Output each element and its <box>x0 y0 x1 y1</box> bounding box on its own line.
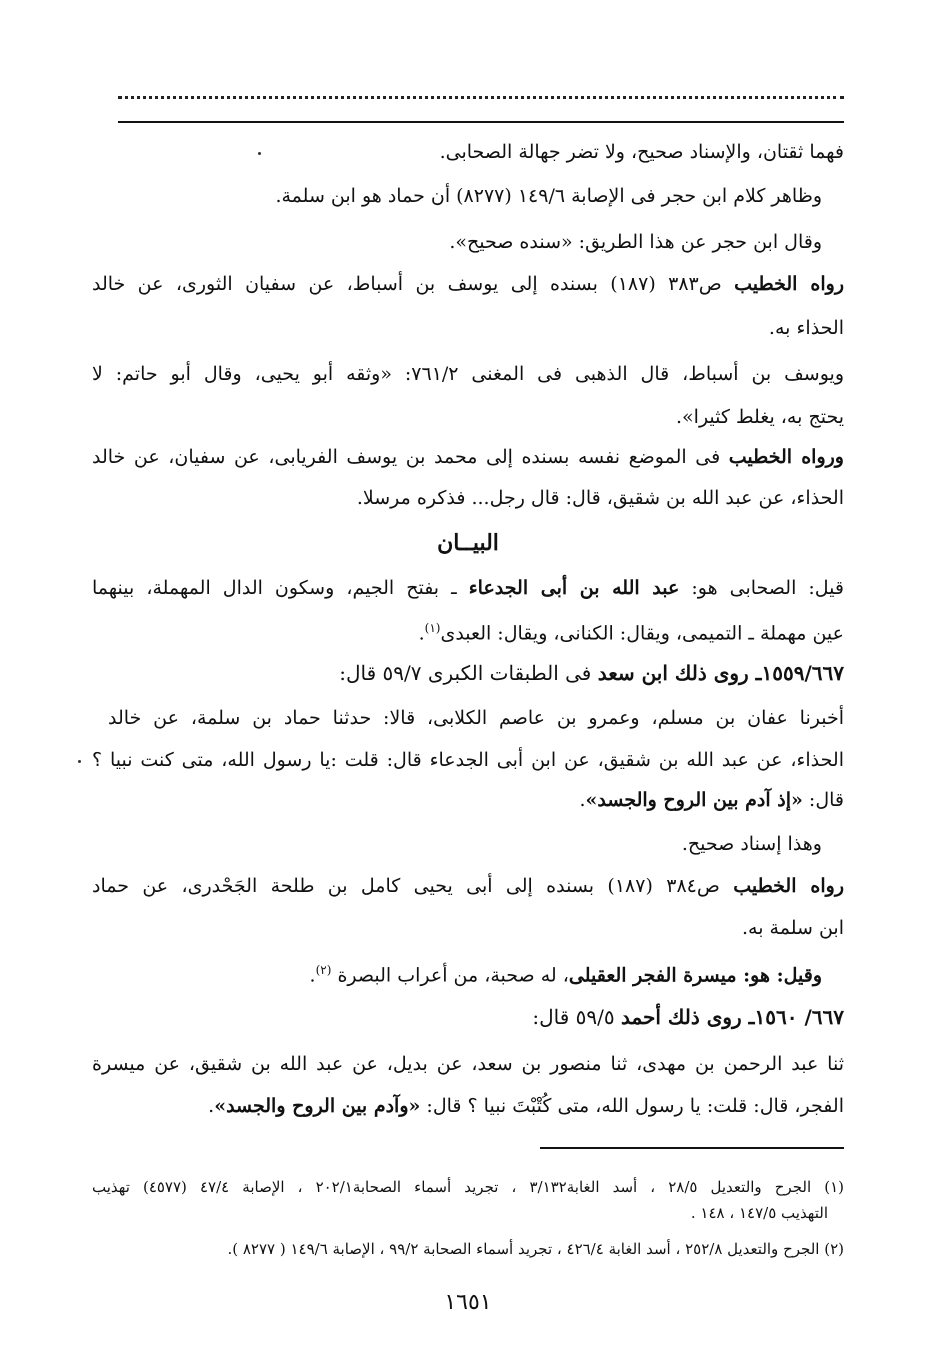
text-line: يحتج به، يغلط كثيرا». <box>676 406 844 428</box>
text-line: عين مهملة ـ التميمى، ويقال: الكنانى، ويقال: العبدى$^{(١)}$. <box>418 621 844 645</box>
header-dotted-rule <box>118 96 844 99</box>
page-number: ١٦٥١ <box>444 1290 492 1315</box>
text-line: وقال ابن حجر عن هذا الطريق: «سنده صحيح». <box>449 231 822 253</box>
scan-speck <box>258 152 261 155</box>
bold-term: وقيل: هو: ميسرة الفجر العقيلى <box>568 964 822 987</box>
text-line: قال: «إذ آدم بين الروح والجسد». <box>579 789 844 811</box>
text-line: وظاهر كلام ابن حجر فى الإصابة ١٤٩/٦ (٨٢٧٧) أن حماد هو ابن سلمة. <box>275 185 822 207</box>
footnote-ref: (١) <box>424 621 441 635</box>
bold-quote: «وآدم بين الروح والجسد» <box>214 1095 421 1117</box>
text-line: وقيل: هو: ميسرة الفجر العقيلى، له صحبة، من أعراب البصرة $^{(٢)}$. <box>309 963 822 987</box>
header-solid-rule <box>118 121 844 123</box>
footnote: (٢) الجرح والتعديل ٢٥٢/٨ ، أسد الغابة ٤٢٦/٤ ، تجريد أسماء الصحابة ٩٩/٢ ، الإصابة ١٤٩/٦ ( ٨٢٧٧ ). <box>227 1240 844 1258</box>
bold-name: عبد الله بن أبى الجدعاء <box>468 577 680 599</box>
text-line: الحذاء، عن عبد الله بن شقيق، عن ابن أبى الجدعاء قال: قلت :يا رسول الله، متى كنت نبيا ؟ <box>92 749 844 771</box>
text-line: ويوسف بن أسباط، قال الذهبى فى المغنى ٧٦١/٢: «وثقه أبو يحيى، وقال أبو حاتم: لا <box>92 363 844 385</box>
text-line: الحذاء، عن عبد الله بن شقيق، قال: قال رجل... فذكره مرسلا. <box>356 487 844 509</box>
text-line: وهذا إسناد صحيح. <box>681 833 822 855</box>
text-line: أخبرنا عفان بن مسلم، وعمرو بن عاصم الكلابى، قالا: حدثنا حماد بن سلمة، عن خالد <box>108 707 844 729</box>
text-line: الحذاء به. <box>768 317 844 339</box>
text-line: الفجر، قال: قلت: يا رسول الله، متى كُتْبْتَ نبيا ؟ قال: «وآدم بين الروح والجسد». <box>208 1095 844 1117</box>
text-line: رواه الخطيب ص٣٨٣ (١٨٧) بسنده إلى يوسف بن أسباط، عن سفيان الثورى، عن خالد <box>92 273 844 295</box>
footnote: (١) الجرح والتعديل ٢٨/٥ ، أسد الغابة٣/١٣٢ ، تجريد أسماء الصحابة٢٠٢/١ ، الإصابة ٤٧/٤ (٤٥٧٧) تهذيب <box>92 1178 844 1196</box>
footnote-ref: (٢) <box>315 963 332 977</box>
text-line: فهما ثقتان، والإسناد صحيح، ولا تضر جهالة الصحابى. <box>439 141 844 163</box>
scan-speck <box>78 760 81 763</box>
bold-term: رواه الخطيب <box>733 875 845 897</box>
bold-term: ورواه الخطيب <box>728 446 844 468</box>
text-line: رواه الخطيب ص٣٨٤ (١٨٧) بسنده إلى أبى يحيى كامل بن طلحة الجَحْدرى، عن حماد <box>92 875 845 897</box>
text-line: ورواه الخطيب فى الموضع نفسه بسنده إلى محمد بن يوسف الفريابى، عن سفيان، عن خالد <box>92 446 844 468</box>
footnote-rule <box>540 1147 844 1149</box>
footnote: التهذيب ١٤٧/٥ ، ١٤٨ . <box>690 1204 828 1222</box>
section-heading: البيــان <box>437 530 499 556</box>
hadith-heading: ١٥٥٩/٦٦٧ـ روى ذلك ابن سعد فى الطبقات الكبرى ٥٩/٧ قال: <box>339 661 844 685</box>
hadith-heading: ٦٦٧/ ١٥٦٠ـ روى ذلك أحمد ٥٩/٥ قال: <box>532 1005 844 1029</box>
text-line: ابن سلمة به. <box>741 917 844 939</box>
bold-term: رواه الخطيب <box>734 273 844 295</box>
text-line: قيل: الصحابى هو: عبد الله بن أبى الجدعاء ـ بفتح الجيم، وسكون الدال المهملة، بينهما <box>92 577 844 599</box>
bold-quote: «إذ آدم بين الروح والجسد» <box>585 789 803 811</box>
text-line: ثنا عبد الرحمن بن مهدى، ثنا منصور بن سعد، عن بديل، عن عبد الله بن شقيق، عن ميسرة <box>92 1053 844 1075</box>
